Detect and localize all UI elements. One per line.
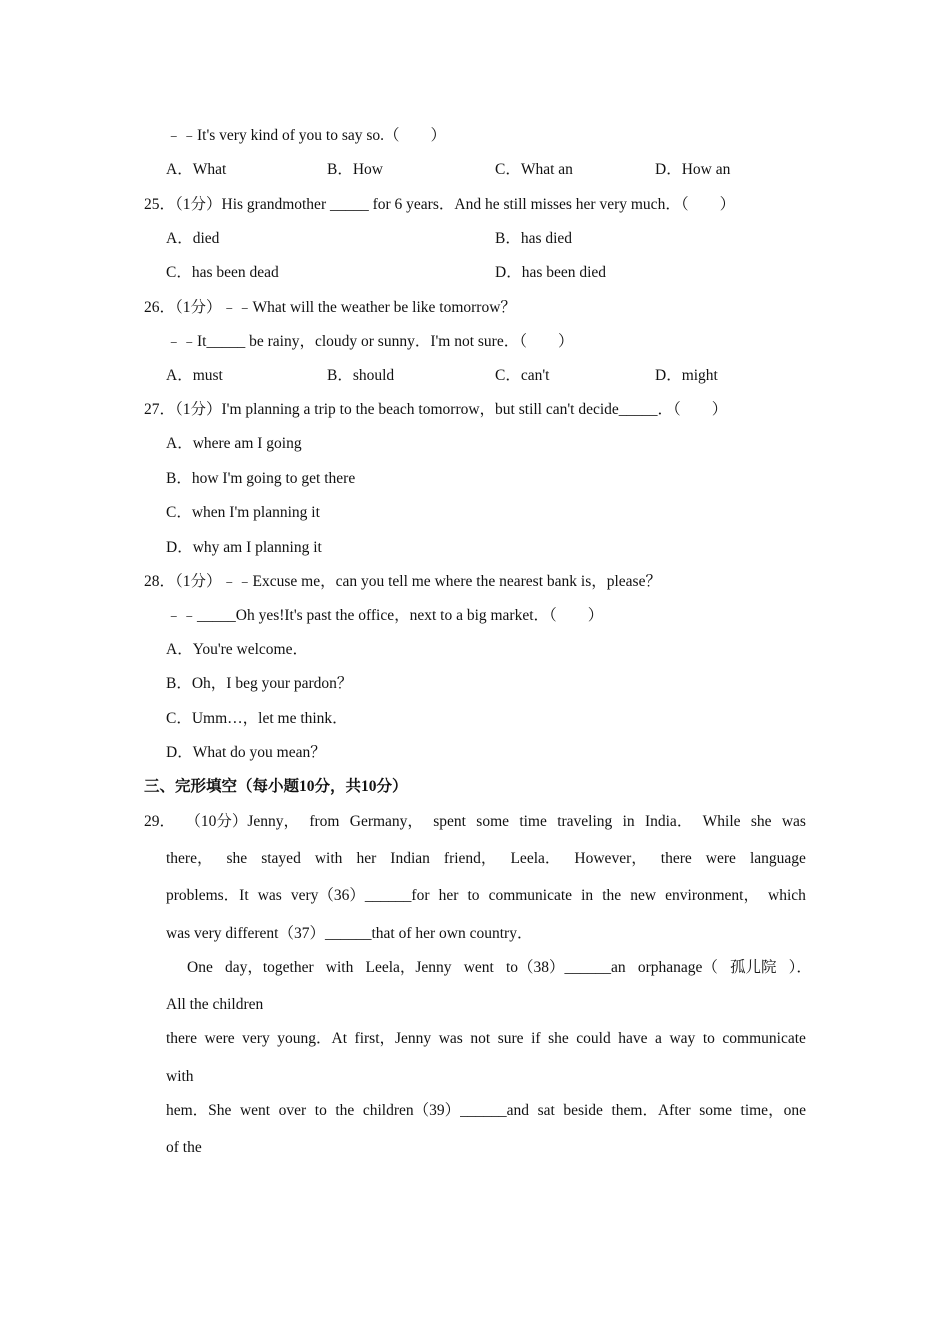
passage-word: to（38）______an — [505, 959, 626, 976]
q24-option-b: B．How — [327, 161, 383, 178]
passage-word: stayed — [261, 850, 301, 867]
passage-word: beside — [563, 1102, 603, 1119]
q29-line-9 — [166, 1101, 806, 1121]
q29-line-2 — [166, 849, 806, 869]
q27-option-d: D．why am I planning it — [166, 539, 322, 556]
q26-stem: 26．（1分）﹣﹣What will the weather be like tomorrow？ — [144, 299, 516, 316]
q27-option-c: C．when I'm planning it — [166, 504, 320, 521]
passage-word: them．After — [611, 1102, 691, 1119]
passage-word: went — [239, 1102, 271, 1119]
passage-word: with — [325, 959, 354, 976]
q28-option-a: A．You're welcome． — [166, 641, 308, 658]
passage-word: young．At — [277, 1030, 348, 1047]
passage-word: her — [356, 850, 377, 867]
passage-word: environment， — [665, 887, 759, 904]
passage-word: very — [242, 1030, 270, 1047]
passage-word: Leela，Jenny — [365, 959, 452, 976]
passage-word: the — [602, 887, 622, 904]
passage-word: problems．It — [166, 887, 249, 904]
passage-word: language — [749, 850, 806, 867]
passage-word: not — [470, 1030, 491, 1047]
passage-word: was — [257, 887, 282, 904]
q26-option-d: D．might — [655, 367, 718, 384]
q29-line-5 — [187, 958, 812, 978]
q25-option-c: C．has been dead — [166, 264, 279, 281]
q25-option-a: A．died — [166, 230, 220, 247]
q29-line-4: was very different（37）______that of her own country． — [166, 925, 533, 942]
q25-stem: 25．（1分）His grandmother _____ for 6 years．And he still misses her very much．（ ） — [144, 196, 736, 213]
q29-line-1 — [144, 812, 806, 832]
q29-line-10: of the — [166, 1139, 202, 1156]
q27-option-a: A．where am I going — [166, 435, 302, 452]
passage-word: way — [669, 1030, 696, 1047]
passage-word: a — [655, 1030, 662, 1047]
passage-word: the — [335, 1102, 355, 1119]
passage-word: there， — [166, 850, 213, 867]
passage-word: spent — [433, 813, 466, 830]
q28-option-d: D．What do you mean？ — [166, 744, 326, 761]
passage-word: ）． — [788, 959, 812, 976]
passage-word: were — [204, 1030, 235, 1047]
q25-option-b: B．has died — [495, 230, 573, 247]
q26-reply: ﹣﹣It_____ be rainy，cloudy or sunny．I'm not sure．（ ） — [166, 333, 574, 350]
passage-word: there — [660, 850, 692, 867]
passage-word: （10分）Jenny， — [185, 813, 299, 830]
passage-word: went — [463, 959, 494, 976]
passage-word: was — [781, 813, 806, 830]
passage-word: However， — [574, 850, 647, 867]
passage-word: she — [750, 813, 772, 830]
q29-line-8: with — [166, 1068, 194, 1085]
q29-line-3 — [166, 886, 806, 906]
passage-word: 29． — [144, 813, 176, 830]
q26-option-c: C．can't — [495, 367, 550, 384]
passage-word: first，Jenny — [354, 1030, 432, 1047]
passage-word: sure — [497, 1030, 524, 1047]
passage-word: children（39）______and — [362, 1102, 530, 1119]
passage-word: sat — [537, 1102, 555, 1119]
q24-option-a: A．What — [166, 161, 227, 178]
passage-word: in — [581, 887, 594, 904]
passage-word: new — [630, 887, 657, 904]
passage-word: Indian — [390, 850, 430, 867]
passage-word: orphanage（ — [637, 959, 718, 976]
passage-word: communicate — [722, 1030, 806, 1047]
passage-word: One — [187, 959, 213, 976]
q29-line-6: All the children — [166, 996, 264, 1013]
q28-stem: 28．（1分）﹣﹣Excuse me，can you tell me where the nearest bank is，please？ — [144, 573, 661, 590]
passage-word: could — [576, 1030, 611, 1047]
q28-option-c: C．Umm…，let me think． — [166, 710, 348, 727]
passage-word: traveling — [557, 813, 613, 830]
passage-word: with — [314, 850, 343, 867]
q28-option-b: B．Oh，I beg your pardon？ — [166, 675, 353, 692]
passage-word: from — [309, 813, 340, 830]
passage-word: time，one — [740, 1102, 806, 1119]
passage-word: India． — [644, 813, 693, 830]
q26-option-b: B．should — [327, 367, 395, 384]
passage-word: if — [531, 1030, 541, 1047]
passage-word: day，together — [224, 959, 314, 976]
q29-line-7 — [166, 1029, 806, 1049]
passage-word: was — [438, 1030, 463, 1047]
passage-word: were — [705, 850, 736, 867]
passage-word: which — [768, 887, 806, 904]
q24-reply: ﹣﹣It's very kind of you to say so.（ ） — [166, 127, 447, 144]
passage-word: her — [438, 887, 459, 904]
passage-word: friend， — [443, 850, 497, 867]
passage-word: hem．She — [166, 1102, 232, 1119]
q26-option-a: A．must — [166, 367, 223, 384]
passage-word: in — [622, 813, 635, 830]
q27-stem: 27．（1分）I'm planning a trip to the beach tomorrow，but still can't decide_____．（ ） — [144, 401, 728, 418]
passage-word: Leela． — [510, 850, 561, 867]
passage-word: to — [467, 887, 480, 904]
section-heading: 三、完形填空（每小题10分，共10分） — [144, 778, 408, 795]
passage-word: to — [702, 1030, 715, 1047]
q24-option-c: C．What an — [495, 161, 573, 178]
passage-word: there — [166, 1030, 197, 1047]
passage-word: 孤儿院 — [730, 959, 777, 976]
q28-reply: ﹣﹣_____Oh yes!It's past the office，next to a big market．（ ） — [166, 607, 604, 624]
q27-option-b: B．how I'm going to get there — [166, 470, 356, 487]
passage-word: Germany， — [349, 813, 423, 830]
passage-word: very（36）______for — [290, 887, 430, 904]
passage-word: While — [702, 813, 741, 830]
passage-word: over — [278, 1102, 307, 1119]
passage-word: have — [618, 1030, 648, 1047]
passage-word: communicate — [488, 887, 573, 904]
passage-word: to — [314, 1102, 327, 1119]
passage-word: some — [476, 813, 509, 830]
passage-word: time — [519, 813, 547, 830]
q24-option-d: D．How an — [655, 161, 731, 178]
passage-word: she — [548, 1030, 569, 1047]
q25-option-d: D．has been died — [495, 264, 607, 281]
passage-word: some — [699, 1102, 732, 1119]
passage-word: she — [226, 850, 248, 867]
